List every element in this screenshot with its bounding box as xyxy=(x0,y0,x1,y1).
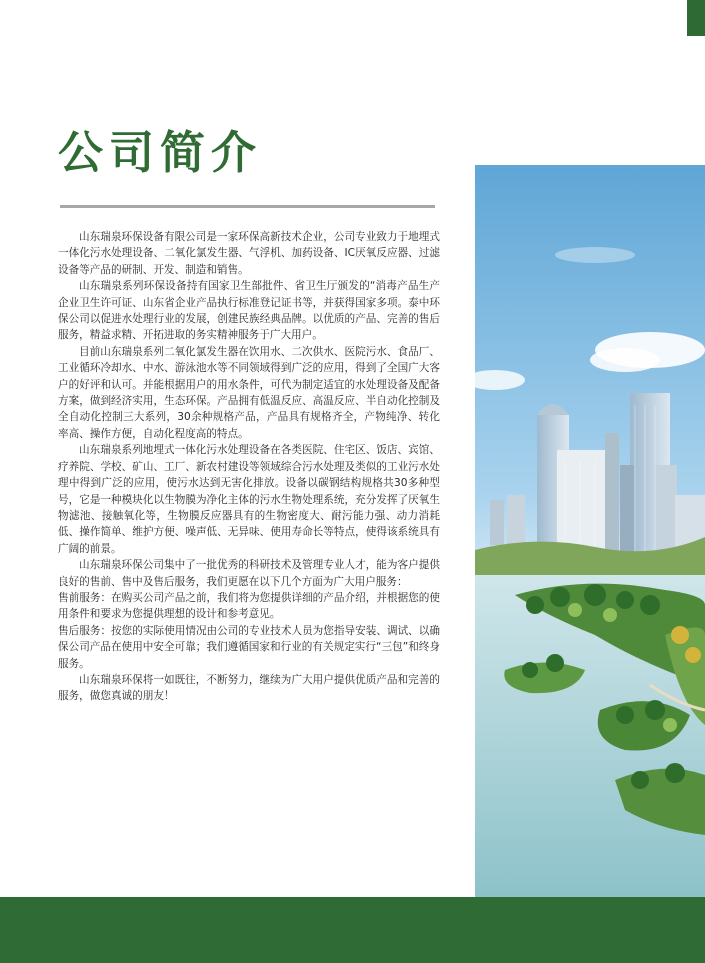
page-title: 公司简介 xyxy=(58,126,263,179)
intro-paragraph: 山东瑞泉环保公司集中了一批优秀的科研技术及管理专业人才，能为客户提供良好的售前、售中及售后服务，我们更愿在以下几个方面为广大用户服务： xyxy=(58,559,440,588)
corner-accent-tab xyxy=(687,0,705,36)
city-landscape-image xyxy=(475,165,705,897)
title-divider xyxy=(60,205,435,208)
intro-paragraph: 目前山东瑞泉系列二氧化氯发生器在饮用水、二次供水、医院污水、食品厂、工业循环冷却水、中水、游泳池水等不同领域得到广泛的应用，得到了全国广大客户的好评和认可。并能根据用户的用水条件，可代为制定适宜的水处理设备及配备方案，做到经济实用，生态环保。产品拥有低温反应、高温反应、半自动化控制及全自动化控制三大系列，30余种规格产品，产品具有规格齐全，产物纯净、转化率高、操作方便，自动化程度高的特点。 xyxy=(58,345,440,440)
company-intro-body xyxy=(58,229,440,705)
footer-band xyxy=(0,897,705,963)
city-landscape-illustration xyxy=(475,165,705,897)
intro-paragraph: 山东瑞泉系列地埋式一体化污水处理设备在各类医院、住宅区、饭店、宾馆、疗养院、学校、矿山、工厂、新农村建设等领域综合污水处理及类似的工业污水处理中得到广泛的应用，使污水达到无害化排放。设备以碳钢结构规格共30多种型号，它是一种模块化以生物膜为净化主体的污水生物处理系统，充分发挥了厌氧生物滤池、接触氧化等，生物膜反应器具有的生物密度大、耐污能力强、动力消耗低、操作简单、维护方便、噪声低、无异味、使用寿命长等特点，使得该系统具有广阔的前景。 xyxy=(58,444,440,555)
intro-paragraph: 售后服务：按您的实际使用情况由公司的专业技术人员为您指导安装、调试、以确保公司产品在使用中安全可靠；我们遵循国家和行业的有关规定实行“三包”和终身服务。 xyxy=(58,624,440,670)
intro-paragraph: 山东瑞泉环保将一如既往，不断努力，继续为广大用户提供优质产品和完善的服务，做您真诚的朋友！ xyxy=(58,673,440,703)
intro-paragraph: 售前服务：在购买公司产品之前，我们将为您提供详细的产品介绍，并根据您的使用条件和要求为您提供理想的设计和参考意见。 xyxy=(58,591,440,621)
intro-paragraph: 山东瑞泉环保设备有限公司是一家环保高新技术企业，公司专业致力于地埋式一体化污水处理设备、二氧化氯发生器、气浮机、加药设备、IC厌氧反应器、过滤设备等产品的研制、开发、制造和销售。 xyxy=(58,231,440,276)
intro-paragraph: 山东瑞泉系列环保设备持有国家卫生部批件、省卫生厅颁发的“消毒产品生产企业卫生许可证、山东省企业产品执行标准登记证书等，并获得国家多项。泰中环保公司以促进水处理行业的发展，创建民族经典品牌。以优质的产品、完善的售后服务，精益求精、开拓进取的务实精神服务于广大用户。 xyxy=(58,280,440,342)
